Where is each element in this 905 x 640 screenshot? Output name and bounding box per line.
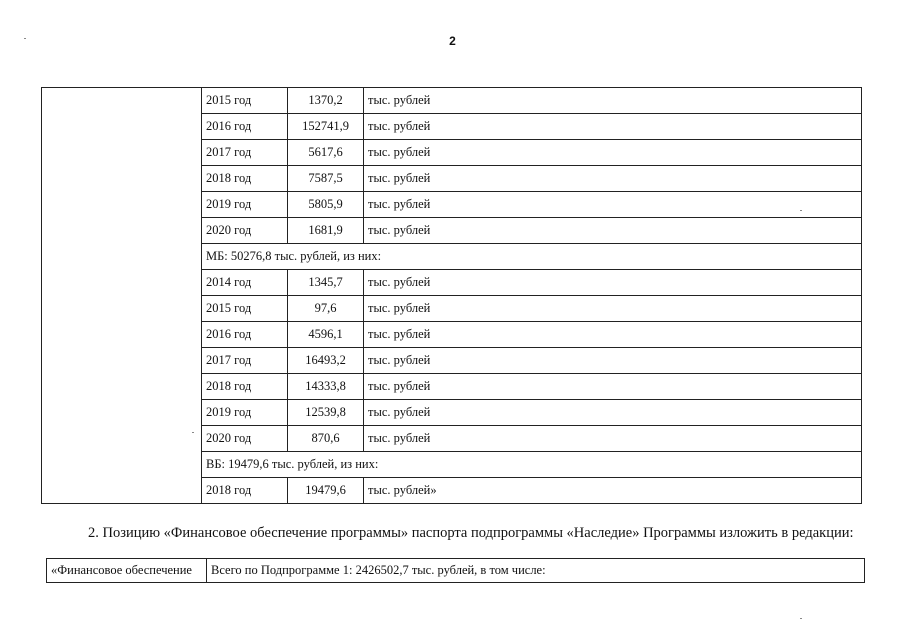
year-cell: 2020 год	[202, 426, 288, 452]
value-cell: 19479,6	[288, 478, 364, 504]
unit-cell: тыс. рублей	[364, 296, 862, 322]
unit-cell: тыс. рублей	[364, 400, 862, 426]
value-cell: 1370,2	[288, 88, 364, 114]
value-cell: 97,6	[288, 296, 364, 322]
value-cell: 152741,9	[288, 114, 364, 140]
label-column-cell	[42, 88, 202, 504]
unit-cell: тыс. рублей	[364, 166, 862, 192]
value-cell: 14333,8	[288, 374, 364, 400]
year-cell: 2018 год	[202, 374, 288, 400]
scan-speck	[800, 618, 802, 619]
year-cell: 2019 год	[202, 400, 288, 426]
position-name-cell: «Финансовое обеспечение	[47, 559, 207, 583]
section-header: МБ: 50276,8 тыс. рублей, из них:	[202, 244, 862, 270]
value-cell: 870,6	[288, 426, 364, 452]
scan-speck	[24, 38, 26, 39]
scan-speck	[192, 432, 194, 433]
year-cell: 2015 год	[202, 296, 288, 322]
value-cell: 5617,6	[288, 140, 364, 166]
unit-cell: тыс. рублей	[364, 140, 862, 166]
unit-cell: тыс. рублей	[364, 88, 862, 114]
year-cell: 2017 год	[202, 348, 288, 374]
value-cell: 7587,5	[288, 166, 364, 192]
year-cell: 2019 год	[202, 192, 288, 218]
unit-cell: тыс. рублей	[364, 426, 862, 452]
instruction-text: 2. Позицию «Финансовое обеспечение программы» паспорта подпрограммы «Наследие» Программы изложить в редакции:	[88, 525, 854, 541]
total-cell: Всего по Подпрограмме 1: 2426502,7 тыс. рублей, в том числе:	[207, 559, 865, 583]
unit-cell: тыс. рублей	[364, 218, 862, 244]
value-cell: 12539,8	[288, 400, 364, 426]
value-cell: 4596,1	[288, 322, 364, 348]
year-cell: 2018 год	[202, 478, 288, 504]
value-cell: 1681,9	[288, 218, 364, 244]
unit-cell: тыс. рублей	[364, 114, 862, 140]
page-number: 2	[449, 34, 456, 48]
year-cell: 2016 год	[202, 322, 288, 348]
scan-speck	[800, 210, 802, 211]
unit-cell: тыс. рублей	[364, 192, 862, 218]
year-cell: 2020 год	[202, 218, 288, 244]
unit-cell: тыс. рублей»	[364, 478, 862, 504]
year-cell: 2015 год	[202, 88, 288, 114]
year-cell: 2018 год	[202, 166, 288, 192]
year-cell: 2016 год	[202, 114, 288, 140]
financing-table	[41, 87, 862, 504]
table-row	[47, 559, 865, 583]
table-row	[42, 88, 862, 114]
section-header: ВБ: 19479,6 тыс. рублей, из них:	[202, 452, 862, 478]
value-cell: 16493,2	[288, 348, 364, 374]
unit-cell: тыс. рублей	[364, 270, 862, 296]
value-cell: 5805,9	[288, 192, 364, 218]
unit-cell: тыс. рублей	[364, 374, 862, 400]
instruction-paragraph	[46, 524, 866, 542]
unit-cell: тыс. рублей	[364, 322, 862, 348]
subprogram-table	[46, 558, 865, 583]
value-cell: 1345,7	[288, 270, 364, 296]
year-cell: 2017 год	[202, 140, 288, 166]
unit-cell: тыс. рублей	[364, 348, 862, 374]
year-cell: 2014 год	[202, 270, 288, 296]
